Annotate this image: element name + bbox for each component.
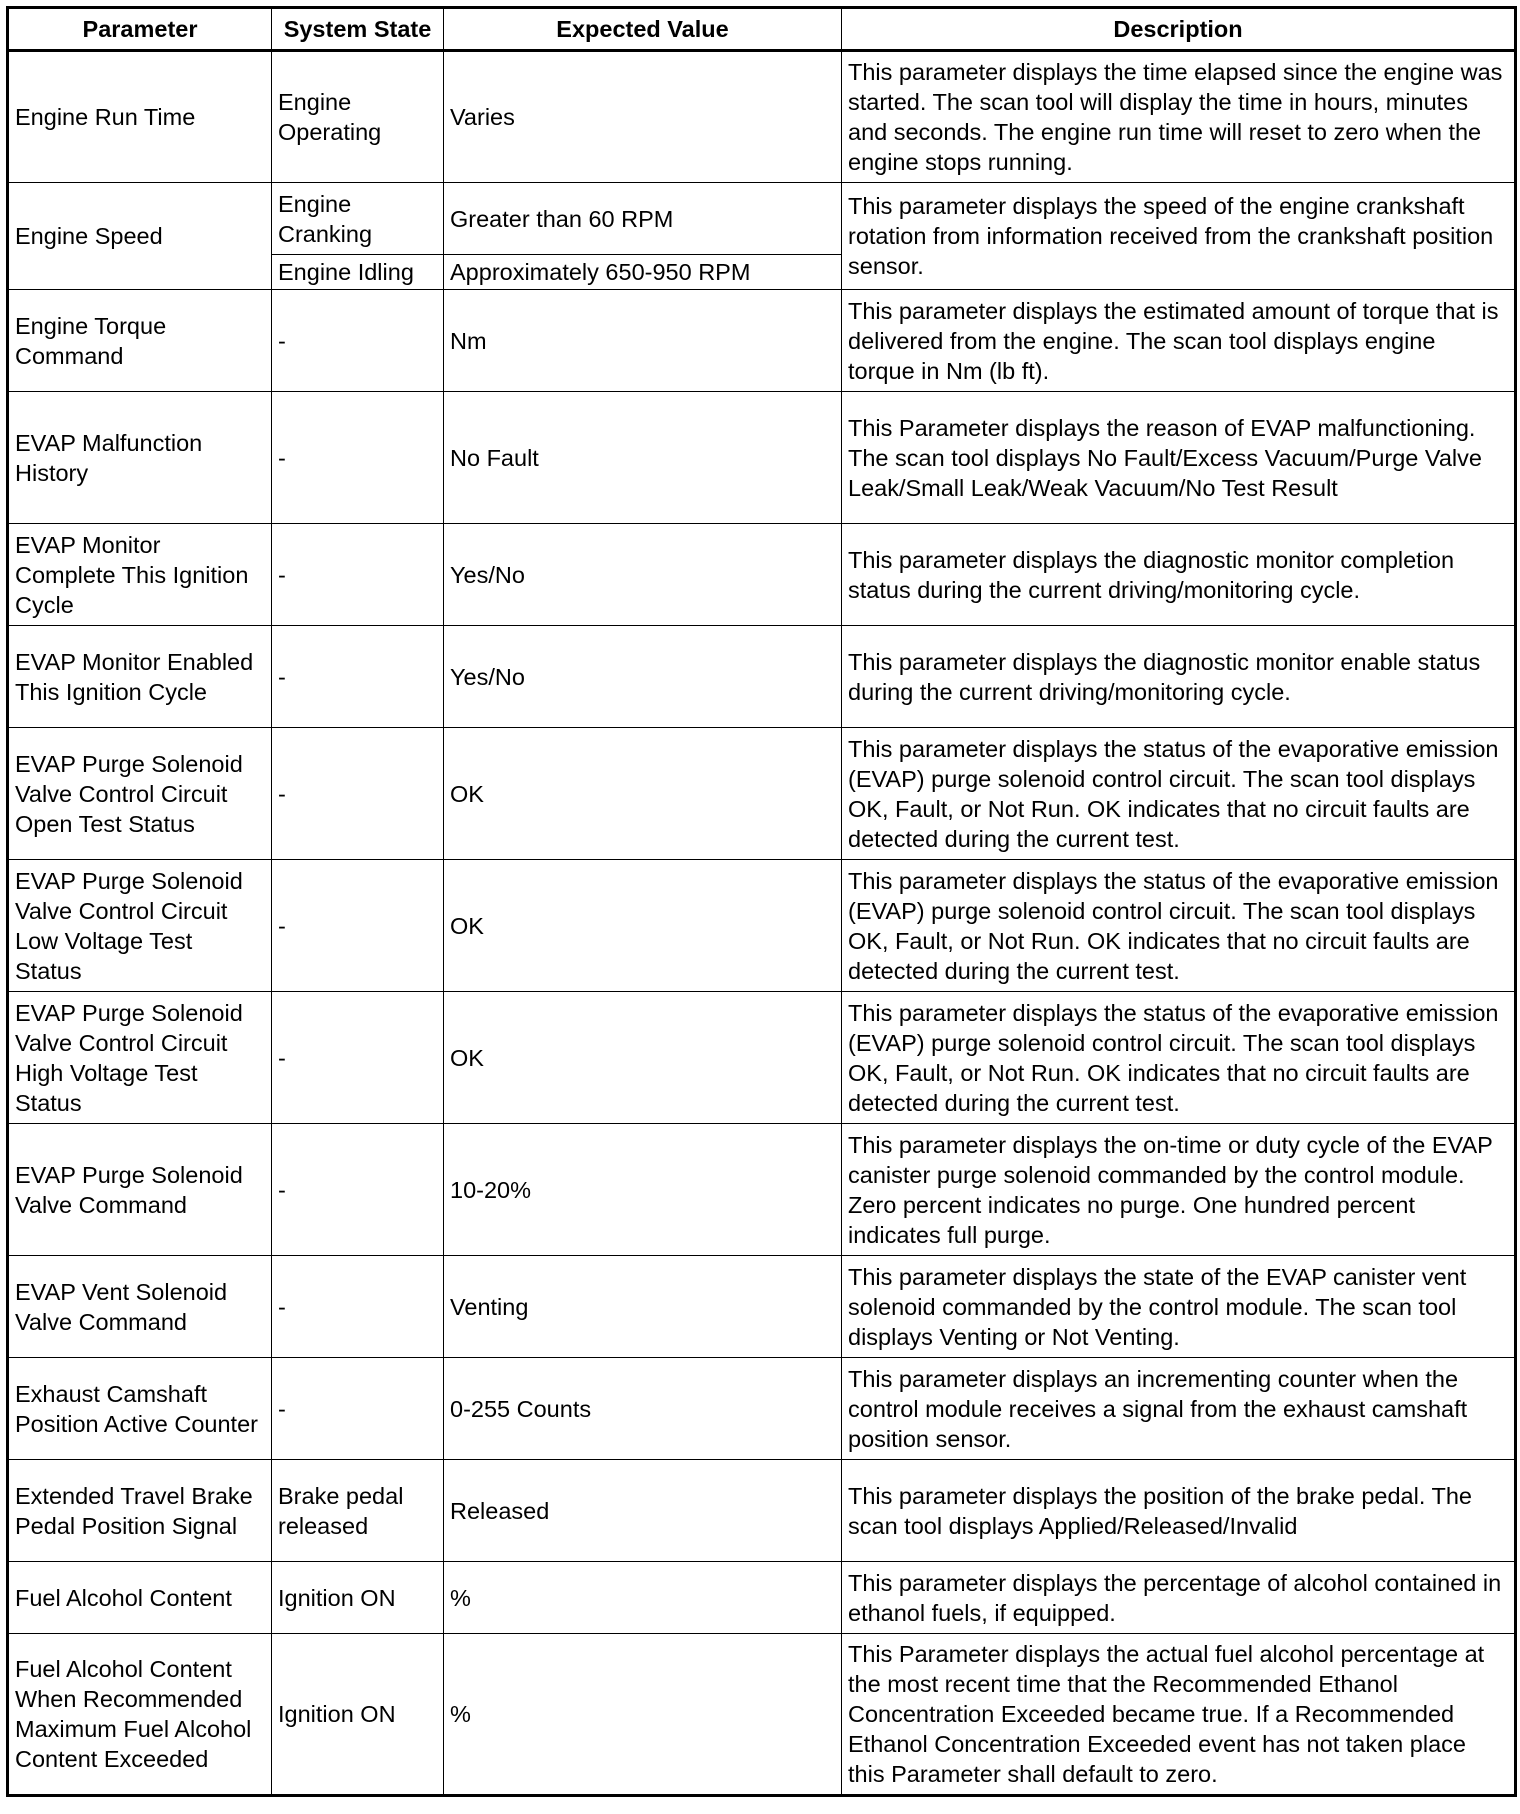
table-row <box>8 392 1516 524</box>
cell-system-state: - <box>272 992 444 1124</box>
cell-description: This parameter displays the estimated amount of torque that is delivered from the engine. The scan tool displays engine torque in Nm (lb ft). <box>842 290 1516 392</box>
cell-parameter: EVAP Monitor Enabled This Ignition Cycle <box>8 626 272 728</box>
table-row <box>8 728 1516 860</box>
table-row <box>8 51 1516 183</box>
cell-expected-value: Released <box>444 1460 842 1562</box>
header-system-state: System State <box>272 8 444 51</box>
cell-system-state: - <box>272 1256 444 1358</box>
cell-system-state: Brake pedal released <box>272 1460 444 1562</box>
cell-system-state: - <box>272 626 444 728</box>
table-row <box>8 1562 1516 1634</box>
table-header <box>8 8 1516 51</box>
cell-expected-value: No Fault <box>444 392 842 524</box>
cell-expected-value: 0-255 Counts <box>444 1358 842 1460</box>
cell-parameter: EVAP Purge Solenoid Valve Command <box>8 1124 272 1256</box>
cell-description: This parameter displays the on-time or duty cycle of the EVAP canister purge solenoid commanded by the control module. Zero percent indicates no purge. One hundred percent indicates full purge. <box>842 1124 1516 1256</box>
cell-expected-value: Greater than 60 RPM <box>444 183 842 255</box>
table-row <box>8 1124 1516 1256</box>
cell-expected-value: Approximately 650-950 RPM <box>444 255 842 290</box>
cell-parameter: Fuel Alcohol Content <box>8 1562 272 1634</box>
cell-system-state: Ignition ON <box>272 1634 444 1796</box>
cell-description: This Parameter displays the actual fuel alcohol percentage at the most recent time that the Recommended Ethanol Concentration Exceeded became true. If a Recommended Ethanol Concentration Exceeded event has not taken place this Parameter shall default to zero. <box>842 1634 1516 1796</box>
cell-expected-value: % <box>444 1634 842 1796</box>
cell-system-state: - <box>272 1124 444 1256</box>
table-row <box>8 183 1516 255</box>
table-row <box>8 1634 1516 1796</box>
cell-description: This parameter displays the percentage of alcohol contained in ethanol fuels, if equipped. <box>842 1562 1516 1634</box>
header-expected-value: Expected Value <box>444 8 842 51</box>
cell-system-state: - <box>272 290 444 392</box>
cell-description: This parameter displays the diagnostic monitor completion status during the current driving/monitoring cycle. <box>842 524 1516 626</box>
table-row <box>8 860 1516 992</box>
parameter-table <box>6 6 1517 1797</box>
header-description: Description <box>842 8 1516 51</box>
cell-expected-value: Nm <box>444 290 842 392</box>
cell-parameter: EVAP Malfunction History <box>8 392 272 524</box>
cell-system-state: - <box>272 728 444 860</box>
cell-system-state: Ignition ON <box>272 1562 444 1634</box>
cell-system-state: - <box>272 392 444 524</box>
header-row <box>8 8 1516 51</box>
cell-description: This parameter displays an incrementing counter when the control module receives a signal from the exhaust camshaft position sensor. <box>842 1358 1516 1460</box>
table-row <box>8 290 1516 392</box>
table-row <box>8 1358 1516 1460</box>
cell-expected-value: OK <box>444 860 842 992</box>
cell-description: This parameter displays the status of the evaporative emission (EVAP) purge solenoid control circuit. The scan tool displays OK, Fault, or Not Run. OK indicates that no circuit faults are detected during the current test. <box>842 992 1516 1124</box>
cell-parameter: EVAP Purge Solenoid Valve Control Circuit High Voltage Test Status <box>8 992 272 1124</box>
header-parameter: Parameter <box>8 8 272 51</box>
table-row <box>8 1256 1516 1358</box>
cell-description: This Parameter displays the reason of EVAP malfunctioning. The scan tool displays No Fault/Excess Vacuum/Purge Valve Leak/Small Leak/Weak Vacuum/No Test Result <box>842 392 1516 524</box>
cell-parameter: Extended Travel Brake Pedal Position Signal <box>8 1460 272 1562</box>
cell-description: This parameter displays the speed of the engine crankshaft rotation from information received from the crankshaft position sensor. <box>842 183 1516 290</box>
cell-parameter: EVAP Purge Solenoid Valve Control Circuit Open Test Status <box>8 728 272 860</box>
cell-parameter: Fuel Alcohol Content When Recommended Maximum Fuel Alcohol Content Exceeded <box>8 1634 272 1796</box>
cell-expected-value: Yes/No <box>444 626 842 728</box>
parameter-table-sheet <box>6 6 1514 1797</box>
cell-description: This parameter displays the status of the evaporative emission (EVAP) purge solenoid control circuit. The scan tool displays OK, Fault, or Not Run. OK indicates that no circuit faults are detected during the current test. <box>842 728 1516 860</box>
table-row <box>8 992 1516 1124</box>
cell-expected-value: % <box>444 1562 842 1634</box>
table-row <box>8 524 1516 626</box>
cell-expected-value: OK <box>444 728 842 860</box>
cell-parameter: EVAP Vent Solenoid Valve Command <box>8 1256 272 1358</box>
cell-description: This parameter displays the diagnostic monitor enable status during the current driving/monitoring cycle. <box>842 626 1516 728</box>
cell-system-state: Engine Idling <box>272 255 444 290</box>
cell-description: This parameter displays the state of the EVAP canister vent solenoid commanded by the control module. The scan tool displays Venting or Not Venting. <box>842 1256 1516 1358</box>
cell-system-state: - <box>272 1358 444 1460</box>
cell-system-state: - <box>272 860 444 992</box>
cell-parameter: Engine Speed <box>8 183 272 290</box>
table-body <box>8 51 1516 1796</box>
cell-description: This parameter displays the position of the brake pedal. The scan tool displays Applied/Released/Invalid <box>842 1460 1516 1562</box>
cell-expected-value: 10-20% <box>444 1124 842 1256</box>
cell-parameter: Exhaust Camshaft Position Active Counter <box>8 1358 272 1460</box>
cell-expected-value: Yes/No <box>444 524 842 626</box>
cell-parameter: Engine Torque Command <box>8 290 272 392</box>
cell-parameter: EVAP Purge Solenoid Valve Control Circuit Low Voltage Test Status <box>8 860 272 992</box>
cell-parameter: EVAP Monitor Complete This Ignition Cycle <box>8 524 272 626</box>
cell-system-state: Engine Operating <box>272 51 444 183</box>
cell-expected-value: Varies <box>444 51 842 183</box>
cell-system-state: Engine Cranking <box>272 183 444 255</box>
cell-expected-value: Venting <box>444 1256 842 1358</box>
cell-description: This parameter displays the status of the evaporative emission (EVAP) purge solenoid control circuit. The scan tool displays OK, Fault, or Not Run. OK indicates that no circuit faults are detected during the current test. <box>842 860 1516 992</box>
cell-expected-value: OK <box>444 992 842 1124</box>
table-row <box>8 1460 1516 1562</box>
cell-parameter: Engine Run Time <box>8 51 272 183</box>
table-row <box>8 626 1516 728</box>
cell-system-state: - <box>272 524 444 626</box>
cell-description: This parameter displays the time elapsed since the engine was started. The scan tool will display the time in hours, minutes and seconds. The engine run time will reset to zero when the engine stops running. <box>842 51 1516 183</box>
